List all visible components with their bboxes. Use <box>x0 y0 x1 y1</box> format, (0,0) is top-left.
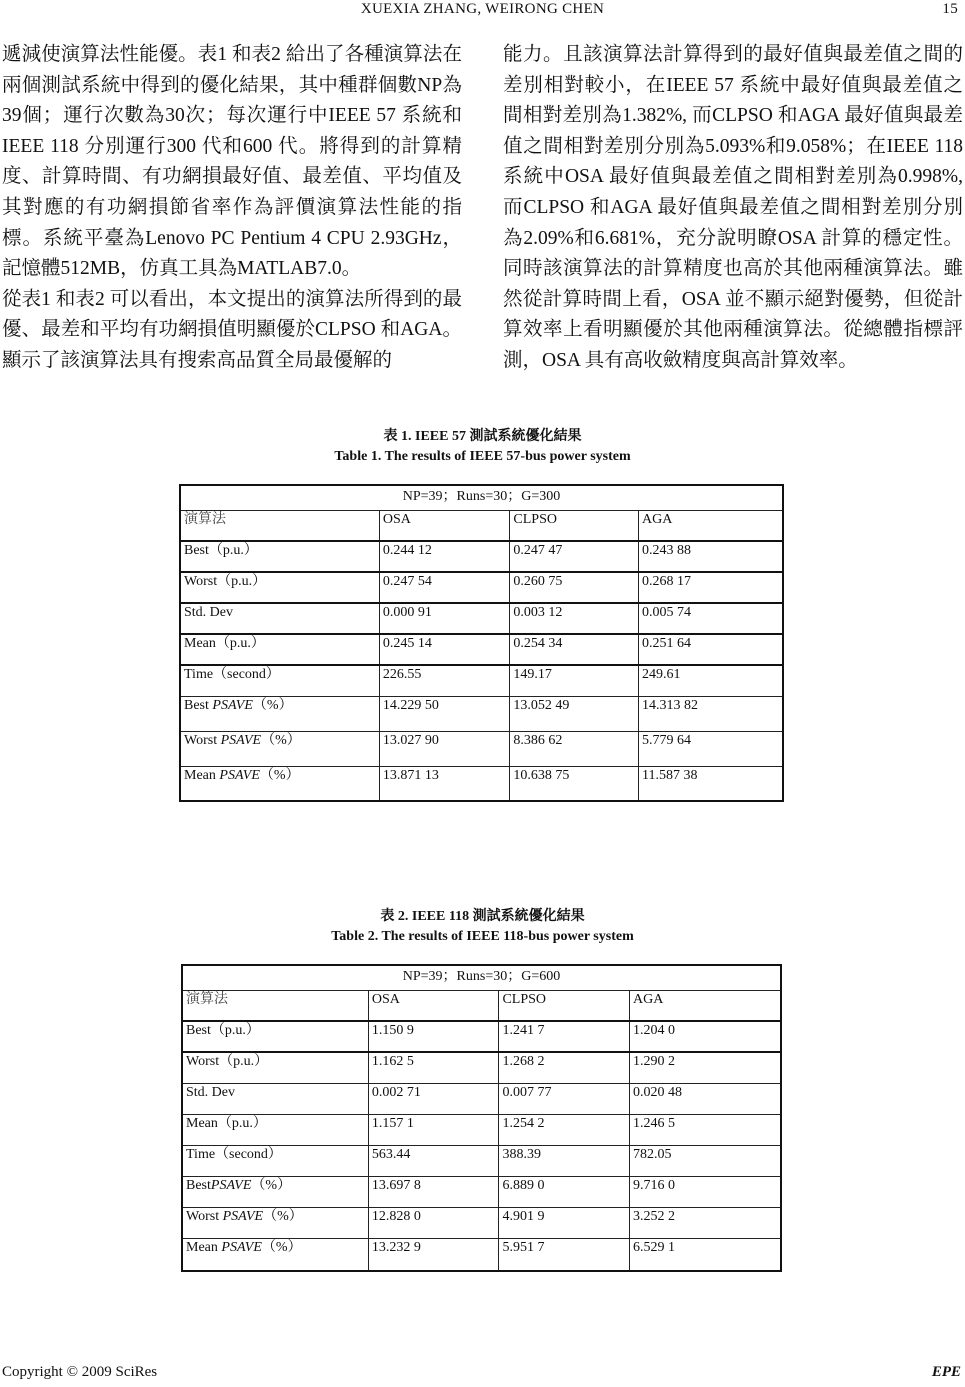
row-label-unit: （%） <box>261 732 301 748</box>
table2 <box>181 964 782 1272</box>
cell: 782.05 <box>630 1145 781 1176</box>
cell: 1.254 2 <box>499 1114 630 1145</box>
page-number: 15 <box>942 1 958 17</box>
table-row <box>180 731 783 766</box>
cell: 388.39 <box>499 1145 630 1176</box>
row-label <box>182 1207 368 1238</box>
column-header: 演算法 <box>182 990 368 1021</box>
row-label: Best（p.u.） <box>182 1021 368 1052</box>
table1-caption-zh: 表 1. IEEE 57 測試系統優化結果 <box>383 429 582 444</box>
cell: 563.44 <box>368 1145 499 1176</box>
row-label: Best（p.u.） <box>180 541 379 572</box>
row-label-italic: PSAVE <box>212 697 253 713</box>
cell: 4.901 9 <box>499 1207 630 1238</box>
row-label-unit: （%） <box>251 1177 292 1193</box>
row-label: Std. Dev <box>182 1083 368 1114</box>
column-header: CLPSO <box>499 990 630 1021</box>
row-label-italic: PSAVE <box>220 732 262 748</box>
table-row <box>182 1114 781 1145</box>
column-header: OSA <box>368 990 499 1021</box>
running-head <box>0 0 965 22</box>
cell: 0.007 77 <box>499 1083 630 1114</box>
cell: 13.027 90 <box>379 731 510 766</box>
column-header: AGA <box>638 510 783 541</box>
cell: 0.244 12 <box>379 541 510 572</box>
row-label-text: Best <box>186 1177 211 1193</box>
cell: 3.252 2 <box>630 1207 781 1238</box>
column-header: AGA <box>630 990 781 1021</box>
table-row <box>180 603 783 634</box>
table2-caption-zh: 表 2. IEEE 118 測試系統優化結果 <box>380 909 585 924</box>
row-label <box>180 731 379 766</box>
cell: 0.245 14 <box>379 634 510 665</box>
row-label: Time（second） <box>182 1145 368 1176</box>
table1-caption <box>0 427 965 467</box>
table-row <box>180 696 783 731</box>
cell: 0.260 75 <box>510 572 639 603</box>
row-label-italic: PSAVE <box>222 1208 264 1224</box>
row-label: Mean（p.u.） <box>182 1114 368 1145</box>
column-header: 演算法 <box>180 510 379 541</box>
cell: 0.003 12 <box>510 603 639 634</box>
cell: 13.052 49 <box>510 696 639 731</box>
cell: 9.716 0 <box>630 1176 781 1207</box>
column-header: OSA <box>379 510 510 541</box>
table-row <box>182 1176 781 1207</box>
cell: 14.313 82 <box>638 696 783 731</box>
cell: 1.246 5 <box>630 1114 781 1145</box>
journal-abbrev: EPE <box>931 1364 961 1380</box>
row-label-text: Best <box>184 697 213 713</box>
paragraph: 從表1 和表2 可以看出，本文提出的演算法所得到的最優、最差和平均有功網損值明顯優於CLPSO 和AGA。顯示了該演算法具有搜索高品質全局最優解的 <box>2 288 462 371</box>
table2-caption-en: Table 2. The results of IEEE 118-bus power system <box>331 929 634 944</box>
row-label-unit: （%） <box>263 1208 303 1224</box>
table-row <box>180 541 783 572</box>
table2-params-row <box>182 965 781 990</box>
row-label-italic: PSAVE <box>210 1177 252 1193</box>
body-right-column <box>503 40 963 377</box>
row-label-text: Mean <box>184 767 220 783</box>
body-left-column <box>2 40 462 377</box>
table-row <box>180 634 783 665</box>
cell: 14.229 50 <box>379 696 510 731</box>
cell: 13.871 13 <box>379 766 510 801</box>
row-label <box>182 1238 368 1271</box>
row-label: Worst（p.u.） <box>182 1052 368 1083</box>
table1-header-row <box>180 510 783 541</box>
cell: 0.247 47 <box>510 541 639 572</box>
row-label-text: Mean <box>186 1239 222 1255</box>
table-row <box>182 1052 781 1083</box>
cell: 1.290 2 <box>630 1052 781 1083</box>
table-row <box>180 665 783 696</box>
cell: 0.000 91 <box>379 603 510 634</box>
cell: 0.251 64 <box>638 634 783 665</box>
row-label: Mean（p.u.） <box>180 634 379 665</box>
cell: 10.638 75 <box>510 766 639 801</box>
table-row <box>180 766 783 801</box>
table1-caption-en: Table 1. The results of IEEE 57-bus power system <box>334 449 631 464</box>
cell: 1.150 9 <box>368 1021 499 1052</box>
column-header: CLPSO <box>510 510 639 541</box>
row-label <box>182 1176 368 1207</box>
cell: 5.951 7 <box>499 1238 630 1271</box>
cell: 6.529 1 <box>630 1238 781 1271</box>
paragraph: 遞減使演算法性能優。表1 和表2 給出了各種演算法在兩個測試系統中得到的優化結果，其中種群個數NP為39個；運行次數為30次；每次運行中IEEE 57 系統和IEEE 118 分別運行300 代和600 代。將得到的計算精度、計算時間、有功網損最好值、最差值、平均值及其對應的有功網損節省率作為評價演算法性能的指標。系統平臺為Lenovo PC Pentium 4 CPU 2.93GHz，記憶體512MB，仿真工具為MATLAB7.0。 <box>2 44 462 280</box>
table1-params-row <box>180 485 783 510</box>
cell: 13.232 9 <box>368 1238 499 1271</box>
row-label-text: Worst <box>186 1208 223 1224</box>
cell: 1.241 7 <box>499 1021 630 1052</box>
table2-caption <box>0 907 965 947</box>
cell: 0.247 54 <box>379 572 510 603</box>
cell: 1.268 2 <box>499 1052 630 1083</box>
table-row <box>182 1145 781 1176</box>
cell: 11.587 38 <box>638 766 783 801</box>
running-head-authors: XUEXIA ZHANG, WEIRONG CHEN <box>360 1 605 17</box>
table2-params: NP=39；Runs=30；G=600 <box>182 965 781 990</box>
cell: 6.889 0 <box>499 1176 630 1207</box>
row-label: Time（second） <box>180 665 379 696</box>
cell: 0.254 34 <box>510 634 639 665</box>
row-label-unit: （%） <box>259 767 300 783</box>
cell: 8.386 62 <box>510 731 639 766</box>
cell: 0.005 74 <box>638 603 783 634</box>
row-label: Worst（p.u.） <box>180 572 379 603</box>
copyright: Copyright © 2009 SciRes <box>2 1364 158 1380</box>
paragraph: 能力。且該演算法計算得到的最好值與最差值之間的差別相對較小，在IEEE 57 系統中最好值與最差值之間相對差別為1.382%, 而CLPSO 和AGA 最好值與最差值之間相對差別分別為5.093%和9.058%；在IEEE 118 系統中OSA 最好值與最差值之間相對差別為0.998%, 而CLPSO 和AGA 最好值與最差值之間相對差別分別為2.09%和6.681%，充分說明瞭OSA 計算的穩定性。同時該演算法的計算精度也高於其他兩種演算法。雖然從計算時間上看，OSA 並不顯示絕對優勢，但從計算效率上看明顯優於其他兩種演算法。從總體指標評測，OSA 具有高收斂精度與高計算效率。 <box>503 44 963 371</box>
row-label-italic: PSAVE <box>221 1239 262 1255</box>
cell: 249.61 <box>638 665 783 696</box>
table1-params: NP=39；Runs=30；G=300 <box>180 485 783 510</box>
cell: 12.828 0 <box>368 1207 499 1238</box>
row-label: Std. Dev <box>180 603 379 634</box>
cell: 0.243 88 <box>638 541 783 572</box>
row-label <box>180 766 379 801</box>
row-label-text: Worst <box>184 732 221 748</box>
cell: 13.697 8 <box>368 1176 499 1207</box>
row-label-unit: （%） <box>252 697 293 713</box>
row-label <box>180 696 379 731</box>
cell: 0.002 71 <box>368 1083 499 1114</box>
cell: 5.779 64 <box>638 731 783 766</box>
cell: 0.020 48 <box>630 1083 781 1114</box>
table-row <box>182 1021 781 1052</box>
table-row <box>182 1083 781 1114</box>
cell: 149.17 <box>510 665 639 696</box>
table1 <box>179 484 784 802</box>
row-label-unit: （%） <box>261 1239 302 1255</box>
table-row <box>182 1238 781 1271</box>
cell: 1.157 1 <box>368 1114 499 1145</box>
cell: 1.204 0 <box>630 1021 781 1052</box>
row-label-italic: PSAVE <box>219 767 260 783</box>
table-row <box>180 572 783 603</box>
cell: 0.268 17 <box>638 572 783 603</box>
table2-header-row <box>182 990 781 1021</box>
cell: 226.55 <box>379 665 510 696</box>
cell: 1.162 5 <box>368 1052 499 1083</box>
table-row <box>182 1207 781 1238</box>
